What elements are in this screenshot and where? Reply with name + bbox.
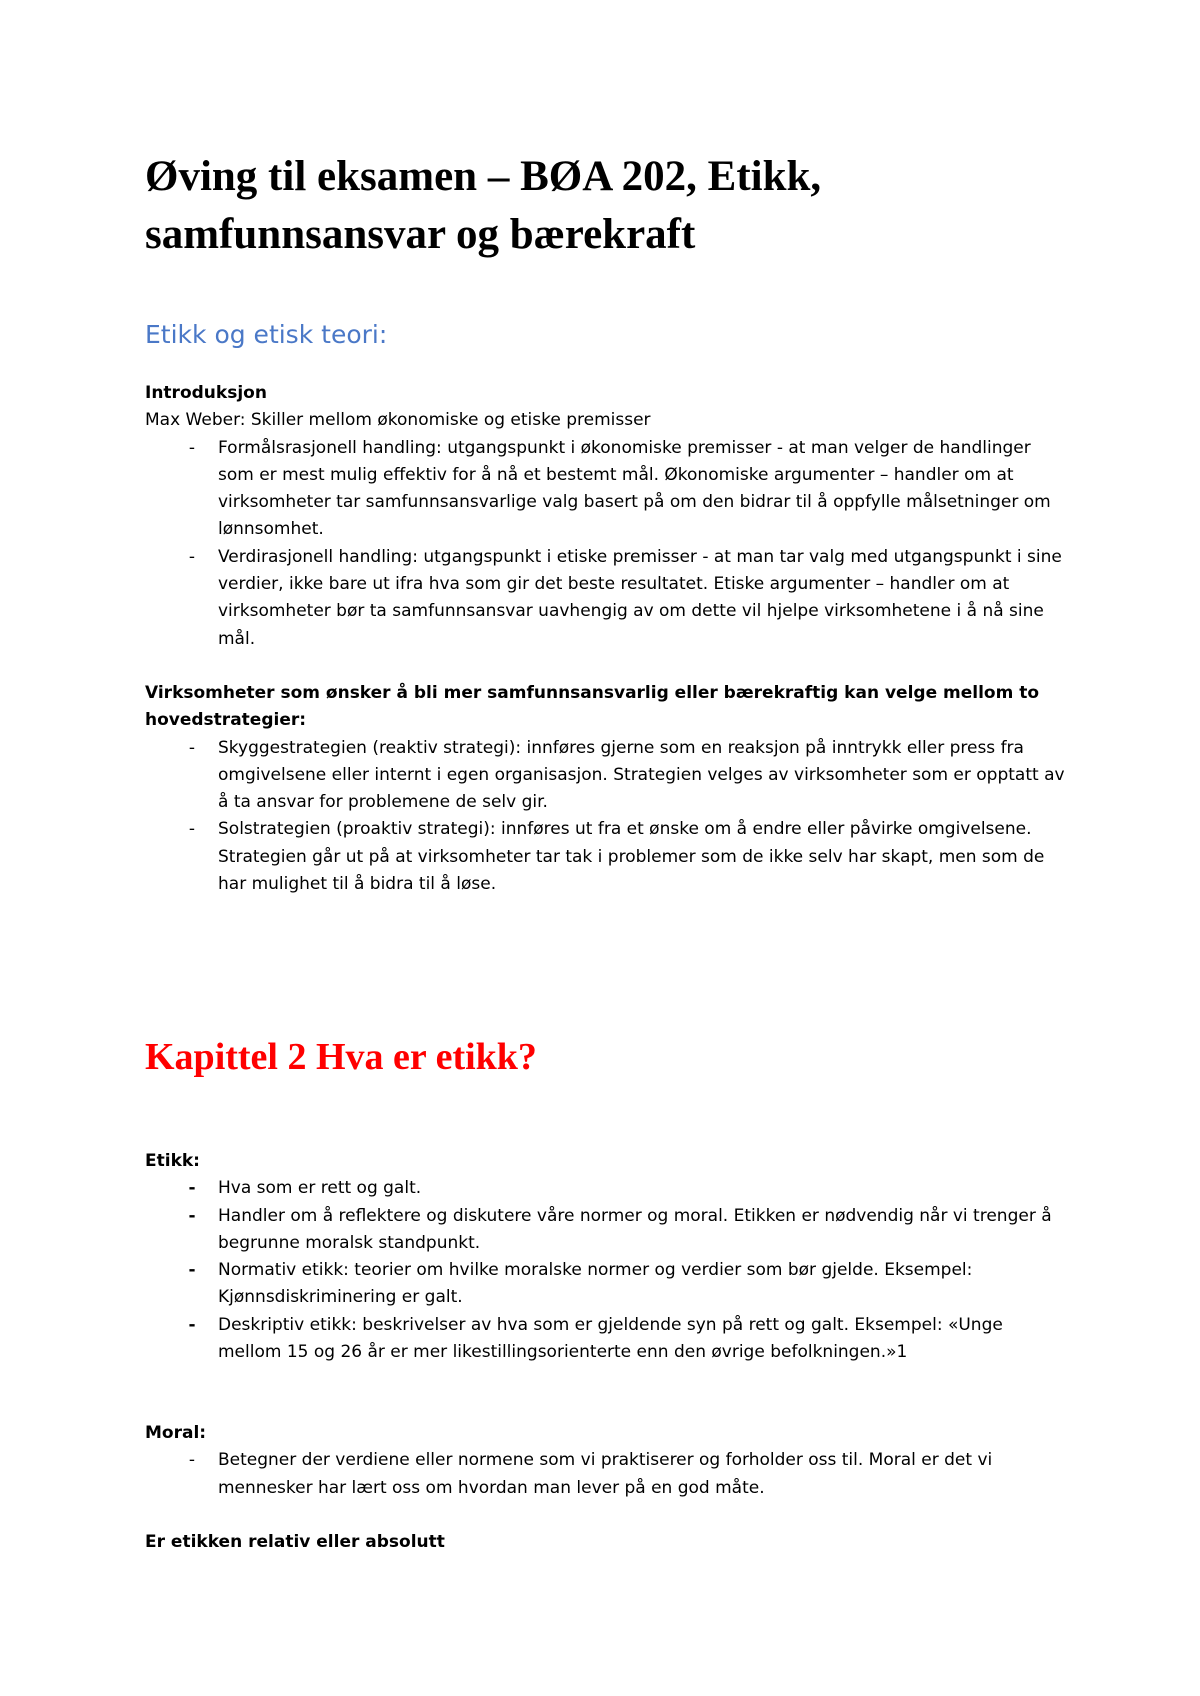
list-item-text: Verdirasjonell handling: utgangspunkt i etiske premisser - at man tar valg med utgangspunkt i sine verdier, ikke bare ut ifra hva som gir det beste resultatet. Etiske argumenter – handler om at virksomheter bør ta samfunnsansvar uavhengig av om dette vil hjelpe virksomhetene i å nå sine mål. xyxy=(218,546,1062,649)
list-item-text: Betegner der verdiene eller normene som vi praktiserer og forholder oss til. Moral er det vi mennesker har lært oss om hvordan man lever på en god måte. xyxy=(218,1450,993,1498)
document-title: Øving til eksamen – BØA 202, Etikk, samfunnsansvar og bærekraft xyxy=(145,153,822,258)
bullet-dash: - xyxy=(188,546,196,567)
list-item-text: Deskriptiv etikk: beskrivelser av hva som er gjeldende syn på rett og galt. Eksempel: «Unge mellom 15 og 26 år er mer likestillingsorienterte enn den øvrige befolkningen.»1 xyxy=(218,1314,1003,1363)
moral-list xyxy=(145,1447,1065,1502)
intro-lead: Max Weber: Skiller mellom økonomiske og etiske premisser xyxy=(145,410,651,431)
relative-section xyxy=(145,1529,1065,1556)
ethics-section xyxy=(145,1148,1065,1366)
list-item xyxy=(145,1175,1065,1202)
bullet-dash: - xyxy=(188,437,196,458)
bullet-dash: - xyxy=(188,1178,196,1199)
list-item xyxy=(145,816,1065,898)
ethics-heading: Etikk: xyxy=(145,1151,200,1171)
list-item xyxy=(145,435,1065,544)
strategies-list xyxy=(145,735,1065,899)
section-heading: Etikk og etisk teori: xyxy=(145,320,388,349)
intro-list xyxy=(145,435,1065,653)
list-item-text: Hva som er rett og galt. xyxy=(218,1178,422,1199)
ethics-list xyxy=(145,1175,1065,1366)
strategies-heading: Virksomheter som ønsker å bli mer samfunnsansvarlig eller bærekraftig kan velge mellom to hovedstrategier: xyxy=(145,683,1040,731)
bullet-dash: - xyxy=(188,737,196,758)
bullet-dash: - xyxy=(188,1205,196,1226)
list-item xyxy=(145,1203,1065,1258)
chapter-heading: Kapittel 2 Hva er etikk? xyxy=(145,1036,537,1078)
moral-heading: Moral: xyxy=(145,1423,207,1443)
intro-heading: Introduksjon xyxy=(145,383,267,403)
list-item-text: Solstrategien (proaktiv strategi): innføres ut fra et ønske om å endre eller påvirke omgivelsene. Strategien går ut på at virksomheter tar tak i problemer som de ikke selv har skapt, men som de har mulighet til å bidra til å løse. xyxy=(218,819,1045,895)
bullet-dash: - xyxy=(188,1314,196,1335)
list-item xyxy=(145,544,1065,653)
list-item-text: Handler om å reflektere og diskutere våre normer og moral. Etikken er nødvendig når vi trenger å begrunne moralsk standpunkt. xyxy=(218,1205,1052,1253)
moral-section xyxy=(145,1420,1065,1502)
bullet-dash: - xyxy=(188,1260,196,1281)
list-item-text: Formålsrasjonell handling: utgangspunkt i økonomiske premisser - at man velger de handlinger som er mest mulig effektiv for å nå et bestemt mål. Økonomiske argumenter – handler om at virksomheter tar samfunnsansvarlige valg basert på om den bidrar til å oppfylle målsetninger om lønnsomhet. xyxy=(218,437,1051,540)
list-item xyxy=(145,735,1065,817)
strategies-section xyxy=(145,680,1065,898)
list-item-text: Skyggestrategien (reaktiv strategi): innføres gjerne som en reaksjon på inntrykk eller press fra omgivelsene eller internt i egen organisasjon. Strategien velges av virksomheter som er opptatt av å ta ansvar for problemene de selv gir. xyxy=(218,737,1065,813)
intro-section xyxy=(145,380,1065,653)
list-item-text: Normativ etikk: teorier om hvilke moralske normer og verdier som bør gjelde. Eksempel: Kjønnsdiskriminering er galt. xyxy=(218,1260,973,1308)
list-item xyxy=(145,1447,1065,1502)
bullet-dash: - xyxy=(188,819,196,840)
list-item xyxy=(145,1312,1065,1367)
list-item xyxy=(145,1257,1065,1312)
bullet-dash: - xyxy=(188,1450,196,1471)
relative-heading: Er etikken relativ eller absolutt xyxy=(145,1532,445,1552)
